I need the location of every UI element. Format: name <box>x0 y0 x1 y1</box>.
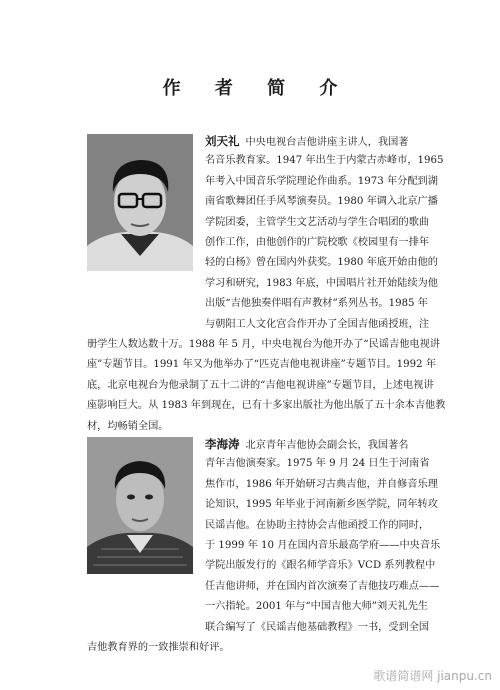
bio-line: 论知识，1995 年毕业于河南新乡医学院，同年转攻 <box>205 499 438 511</box>
bio-line: 创作工作，由他创作的广院校歌《校园里有一排年 <box>205 236 430 248</box>
bio-line: 民谣吉他。在协助主持协会吉他函授工作的同时， <box>205 519 430 531</box>
bio-line: 焦作市，1986 年开始研习古典吉他，并自修音乐理 <box>205 478 438 490</box>
bio-line: 学院出版发行的《跟名师学音乐》VCD 系列教程中 <box>205 560 436 572</box>
bio-line: 出版“吉他独奏伴唱有声教材”系列丛书。1985 年 <box>205 298 428 310</box>
bio-line: 名音乐教育家。1947 年出生于内蒙古赤峰市，1965 <box>205 155 444 167</box>
bio-line: 座影响巨大。从 1983 年到现在，已有十多家出版社为他出版了五十余本吉他教 <box>87 400 445 412</box>
bio-line: 年考入中国音乐学院理论作曲系。1973 年分配到湖 <box>205 175 438 187</box>
bio-line: 青年吉他演奏家。1975 年 9 月 24 日生于河南省 <box>205 458 430 470</box>
bio-line: 座”专题节目。1991 年又为他举办了“匹克吉他电视讲座”专题节目。1992 年 <box>87 359 437 371</box>
bio-line: 李海涛 北京青年吉他协会副会长，我国著名 <box>205 437 409 451</box>
bio-line: 与朝阳工人文化宫合作开办了全国吉他函授班，注 <box>205 318 430 330</box>
bio-line: 于 1999 年 10 月在国内音乐最高学府——中央音乐 <box>205 539 441 551</box>
bio-li-full-width <box>87 638 445 658</box>
bio-line: 底，北京电视台为他录制了五十二讲的“吉他电视讲座”专题节目，上述电视讲 <box>87 379 434 391</box>
bio-liu-full-width <box>87 335 445 437</box>
author-photo-li <box>87 437 193 574</box>
author-name-liu: 刘天礼 <box>205 134 240 148</box>
bio-line: 学习和研究，1983 年底，中国唱片社开始陆续为他 <box>205 277 438 289</box>
bio-line: 学院团委，主管学生文艺活动与学生合唱团的歌曲 <box>205 216 430 228</box>
bio-line: 南省歌舞团任手风琴演奏员。1980 年调入北京广播 <box>205 196 438 208</box>
author-name-li: 李海涛 <box>205 437 240 451</box>
bio-liu-beside-photo <box>205 131 445 335</box>
watermark: 歌谱简谱网 jianpu.cn <box>373 669 492 683</box>
bio-li-beside-photo <box>205 434 445 638</box>
portrait-image <box>87 134 193 271</box>
bio-line: 册学生人数达数十万。1988 年 5 月，中央电视台为他开办了“民谣吉他电视讲 <box>87 339 440 350</box>
bio-line: 联合编写了《民谣吉他基础教程》一书，受到全国 <box>205 621 430 633</box>
page-title: 作 者 简 介 <box>162 78 352 99</box>
bio-line: 刘天礼 中央电视台吉他讲座主讲人，我国著 <box>205 134 409 148</box>
author-photo-liu <box>87 134 193 271</box>
portrait-image <box>87 437 193 574</box>
bio-line: 轻的白杨》曾在国内外获奖。1980 年底开始由他的 <box>205 257 438 269</box>
bio-line: 一六指轮。2001 年与“中国吉他大师”刘天礼先生 <box>205 601 428 613</box>
bio-line: 吉他教育界的一致推崇和好评。 <box>87 642 230 653</box>
bio-line: 任吉他讲师，并在国内首次演奏了吉他技巧难点—— <box>205 580 440 592</box>
bio-line: 材，均畅销全国。 <box>87 420 169 432</box>
